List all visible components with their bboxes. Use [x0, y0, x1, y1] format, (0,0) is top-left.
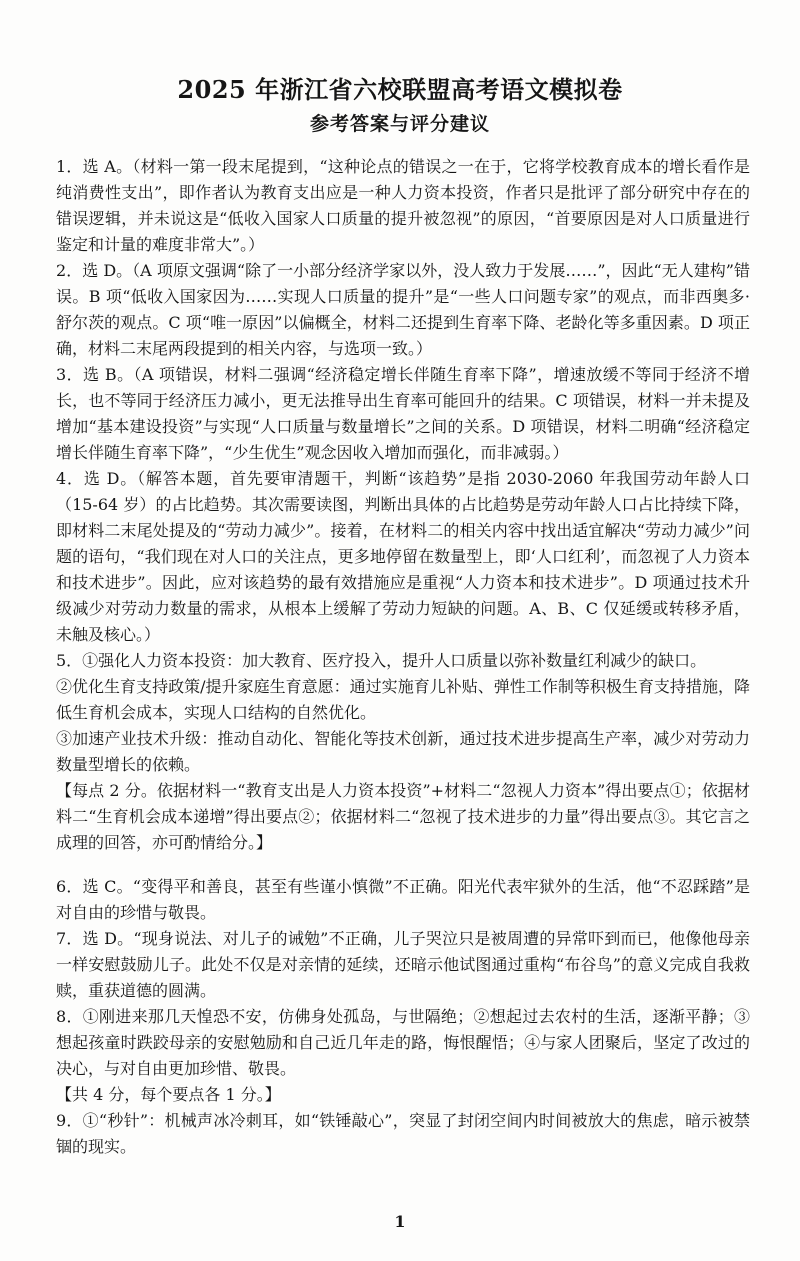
answer-q5-point-2: ②优化生育支持政策/提升家庭生育意愿：通过实施育儿补贴、弹性工作制等积极生育支持措施，降低生育机会成本，实现人口结构的自然优化。: [56, 677, 750, 722]
answer-q6: 6．选 C。“变得平和善良，甚至有些谨小慎微”不正确。阳光代表牢狱外的生活，他“不忍踩踏”是对自由的珍惜与敬畏。: [56, 877, 750, 922]
answer-q3: 3．选 B。（A 项错误，材料二强调“经济稳定增长伴随生育率下降”，增速放缓不等同于经济不增长，也不等同于经济压力减小，更无法推导出生育率可能回升的结果。C 项错误，材料一并未提及增加“基本建设投资”与实现“人口质量与数量增长”之间的关系。D 项错误，材料二明确“经济稳定增长伴随生育率下降”，“少生优生”观念因收入增加而强化，而非减弱。）: [56, 365, 750, 462]
answer-q5-point-1: 5．①强化人力资本投资：加大教育、医疗投入，提升人口质量以弥补数量红利减少的缺口。: [56, 651, 707, 670]
answer-q4: 4．选 D。（解答本题，首先要审清题干，判断“该趋势”是指 2030-2060 年我国劳动年龄人口（15-64 岁）的占比趋势。其次需要读图，判断出具体的占比趋势是劳动年龄人口占比持续下降，即材料二末尾处提及的“劳动力减少”。接着，在材料二的相关内容中找出适宜解决“劳动力减少”问题的语句，“我们现在对人口的关注点，更多地停留在数量型上，即‘人口红利’，而忽视了人力资本和技术进步”。因此，应对该趋势的最有效措施应是重视“人力资本和技术进步”。D 项通过技术升级减少对劳动力数量的需求，从根本上缓解了劳动力短缺的问题。A、B、C 仅延缓或转移矛盾，未触及核心。）: [56, 469, 750, 644]
answer-q5-scoring-note: 【每点 2 分。依据材料一“教育支出是人力资本投资”+材料二“忽视人力资本”得出要点①；依据材料二“生育机会成本递增”得出要点②；依据材料二“忽视了技术进步的力量”得出要点③。其它言之成理的回答，亦可酌情给分。】: [56, 781, 750, 852]
answer-content: [56, 154, 750, 1160]
answer-q8-scoring-note: 【共 4 分，每个要点各 1 分。】: [56, 1085, 281, 1104]
answer-q8: 8．①刚进来那几天惶恐不安，仿佛身处孤岛，与世隔绝；②想起过去农村的生活，逐渐平静；③想起孩童时跌跤母亲的安慰勉励和自己近几年走的路，悔恨醒悟；④与家人团聚后，坚定了改过的决心，与对自由更加珍惜、敬畏。: [56, 1007, 750, 1078]
answer-q5-point-3: ③加速产业技术升级：推动自动化、智能化等技术创新，通过技术进步提高生产率，减少对劳动力数量型增长的依赖。: [56, 729, 750, 774]
section-divider-space: [56, 856, 750, 874]
answer-q7: 7．选 D。“现身说法、对儿子的诫勉”不正确，儿子哭泣只是被周遭的异常吓到而已，他像他母亲一样安慰鼓励儿子。此处不仅是对亲情的延续，还暗示他试图通过重构“布谷鸟”的意义完成自我救赎，重获道德的圆满。: [56, 929, 750, 1000]
answer-q2: 2．选 D。（A 项原文强调“除了一小部分经济学家以外，没人致力于发展……”，因此“无人建构”错误。B 项“低收入国家因为……实现人口质量的提升”是“一些人口问题专家”的观点，而非西奥多·舒尔茨的观点。C 项“唯一原因”以偏概全，材料二还提到生育率下降、老龄化等多重因素。D 项正确，材料二末尾两段提到的相关内容，与选项一致。）: [56, 261, 750, 358]
answer-q1: 1．选 A。（材料一第一段末尾提到，“这种论点的错误之一在于，它将学校教育成本的增长看作是纯消费性支出”，即作者认为教育支出应是一种人力资本投资，作者只是批评了部分研究中存在的错误逻辑，并未说这是“低收入国家人口质量的提升被忽视”的原因，“首要原因是对人口质量进行鉴定和计量的难度非常大”。）: [56, 157, 750, 254]
document-title: 2025 年浙江省六校联盟高考语文模拟卷: [177, 75, 623, 104]
answer-q9: 9．①“秒针”：机械声冰冷刺耳，如“铁锤敲心”，突显了封闭空间内时间被放大的焦虑，暗示被禁锢的现实。: [56, 1111, 750, 1156]
document-subtitle: 参考答案与评分建议: [309, 113, 490, 135]
page-number: 1: [394, 1212, 406, 1231]
